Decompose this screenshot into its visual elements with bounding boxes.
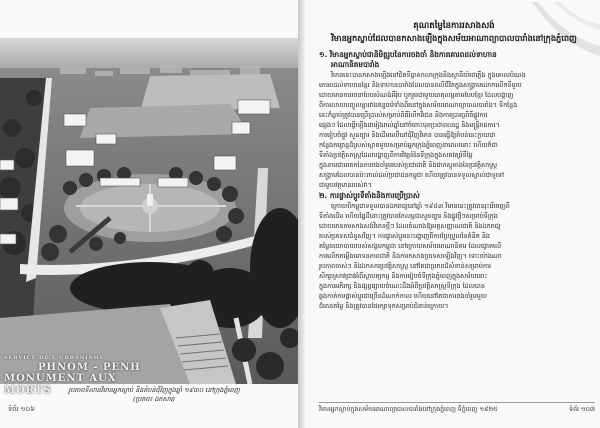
text-line: ពីការលាយបញ្ចូលគ្នារវាងវប្បធម៌ទាំងពីរនៅក្នុងសម័យអាណាព្យាបាលបារាំង។ ទីកន្លែង [319,101,518,109]
right-page [305,0,600,428]
text-line: ផ្សេងៗ ដែលធ្វើឡើងជារៀងរាល់ឆ្នាំនៅចំពោះមុខប្រជាពលរដ្ឋ និងមន្ត្រីរាជការ។ [319,121,500,129]
caption-line: រូបភាពទីលាន​វិមានអ្នកស្លាប់ និងតំបន់ជុំវិញក្នុងឆ្នាំ ១៩៣០ នៅក្រុងភ្នំពេញ [68,386,240,394]
inscription-monument-aux-morts: MONUMENT AUX MORTS [4,373,117,396]
section-1-paragraph [319,70,591,190]
text-line: នេះក៏ធ្លាប់ត្រូវបានប្រើប្រាស់សម្រាប់ពិធីរំលឹកវីរជន និងការប្រារព្ធពិធីផ្លូវការ [319,111,488,119]
text-line: របស់ប្រទេសជំនួសវិញ។ ការផ្លាស់ប្តូរនេះបង្ហាញពីការប្រែប្រួលនៃគំនិត និង [319,232,490,240]
text-line: គោរពដល់ទាហានខ្មែរ និងទាហានបារាំងដែលបានពលីជីវិតក្នុងសង្គ្រាមលោកលើកទីមួយ [319,81,522,89]
text-line: ការរៀបចំផ្លូវ សួនច្បារ និងដើមឈើនៅជុំវិញវិមាន បានធ្វើឱ្យតំបន់នេះក្លាយជា [319,131,496,139]
text-line: ក្នុងនាមជាមរតកនៃការចងចាំរួមរបស់ប្រជាជាតិ និងជាភស្តុតាងនៃប្រវត្តិសាស្ត្រ [319,161,498,169]
article-body [319,50,591,311]
text-line: ដោយមានការរចនាបែបសំណង់អឺរ៉ុប បូករួមជាមួយធាតុលម្អតាមបែបខ្មែរ ដែលបង្ហាញ [319,91,514,99]
text-line: ទីតាំងដើម ហើយផ្ទៃដីនោះត្រូវបានកែលម្អជាសួនច្បារ និងផ្លូវថ្មីៗសម្រាប់ទីក្រុង [319,212,498,220]
caption-line: (ប្រភព៖ ឯកសារ) [132,395,176,403]
right-page-number: ទំព័រ ១០៧ [569,406,595,413]
section-1-title: ១. វិមានអ្នកស្លាប់​ជានិមិត្តរូបនៃការចងចាំ និងការគោរពដល់ទាហាន [319,50,497,59]
section-2-paragraph [319,201,591,311]
text-line: ក្រោយពីកម្ពុជាទទួលបានឯករាជ្យនៅឆ្នាំ ១៩៥៣ វិមាននេះត្រូវបានរុះរើចេញពី [331,202,510,210]
text-line: សិក្សាស្រាវជ្រាវអំពីស្ថាបត្យកម្ម និងការរៀបចំទីក្រុងភ្នំពេញក្នុងសម័យនោះ [319,272,488,280]
text-line: ក្នុងការអភិរក្ស និងផ្សព្វផ្សាយចំណេះដឹងអំពីប្រវត្តិសាស្ត្រទីក្រុង ដែលបាន [319,282,485,290]
inscription-service: SERVICE DE L'URBANISME [4,355,105,361]
text-line: វិមាននេះបានកសាងឡើងនៅជិតទីធ្លាសាលាក្រុងនិងស្ថានីយ៍រថភ្លើង ក្នុងគោលបំណង [331,71,526,79]
text-line: រូបភាពចាស់ៗ និងឯកសារប្រវត្តិសាស្ត្រ នៅតែជាប្រភពដ៏សំខាន់សម្រាប់ការ [319,262,492,270]
heading-line-2: វិមានអ្នកស្លាប់​ដែលបានកសាងឡើងក្នុងសម័យអាណាព្យាបាលបារាំងនៅក្រុងភ្នំពេញ [331,33,577,43]
section-1-title-continued: អាណានិគមបារាំង [331,60,380,69]
text-line: ការលើកតម្កើងមោទនភាពជាតិ និងការកសាងប្រទេសឡើងវិញ។ ទោះយ៉ាងណា [319,252,502,260]
text-line: ទីតាំងប្រវត្តិសាស្ត្រដែលបង្ហាញពីការវិវត្តន៍នៃទីក្រុងក្នុងសតវត្សរ៍ទីម្ភៃ [319,151,473,159]
text-line: ជាមួយវត្តមានរបស់វា។ [319,181,372,189]
text-line: កន្លែងកម្សាន្តដ៏ស្រស់ស្អាតមួយសម្រាប់អ្នកក្រុងភ្នំពេញនាពេលនោះ ហើយក៏ជា [319,141,498,149]
running-footer: វិមានអ្នកស្លាប់ក្នុងសម័យអាណាព្យាបាលបារាំងនៅក្រុងភ្នំពេញ ទីភ្នំពេញ ១៩២៥ [319,406,498,413]
section-2-title: ២. ការផ្លាស់ប្តូរទីតាំងនិងការប្រើប្រាស់ [319,191,420,200]
inscription-phnom-penh: PHNOM - PENH [38,361,141,373]
text-line: សង្គ្រាមដែលបានប៉ះពាល់ដល់ប្រជាជនកម្ពុជា ហើយត្រូវបានទទួលស្គាល់ជាទូទៅ [319,171,504,179]
text-line: តម្លៃនយោបាយរបស់សង្គមកម្ពុជា នៅក្រោយសម័យអាណានិគម ដែលផ្តោតលើ [319,242,502,250]
right-page-footer [319,402,595,415]
chapter-heading [319,20,589,44]
heading-line-1: គុណតម្លៃនៃការរសាងសង់ [413,21,495,31]
photo-caption [52,386,256,404]
text-line: ដ៏មានតម្លៃ និងត្រូវបានថែរក្សាទុកសម្រាប់ជំនាន់ក្រោយ។ [319,302,449,310]
text-line: ឆ្លងកាត់ការផ្លាស់ប្តូរជាច្រើនដំណាក់កាល ហើយនៅតែជាការចងចាំរួមមួយ [319,292,487,300]
left-page-number: ទំព័រ ១០៦ [8,405,35,413]
text-line: ដោយមានការសាងសង់វិមានថ្មីៗ ដែលតំណាងឱ្យអត្តសញ្ញាណជាតិ និងឯករាជ្យ [319,222,501,230]
